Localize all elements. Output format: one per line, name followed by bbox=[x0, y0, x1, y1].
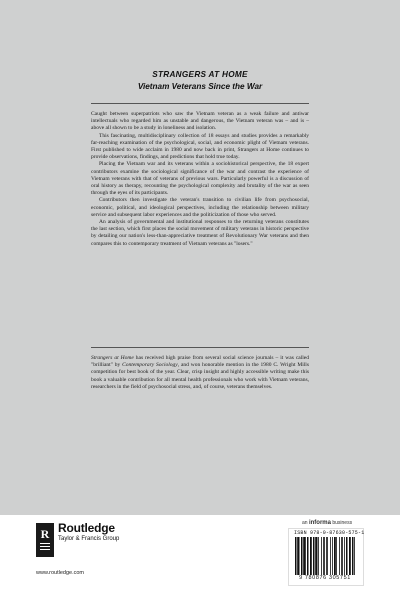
description-paragraph: Placing the Vietnam war and its veterans within a sociohistorical perspective, the 18 expert contributors examine the sociological significance of the war and contrast the experience of Vietnam veterans with that of veterans of previous wars. Particularly powerful is a discussion of oral history as therapy, recounting the psychological complexity and brutality of the war as seen through the eyes of its participants. bbox=[91, 161, 309, 197]
publisher-brand bbox=[58, 521, 119, 542]
barcode-bar bbox=[346, 537, 348, 575]
description-paragraph: Caught between superpatriots who saw the Vietnam veteran as a weak failure and antiwar intellectuals who regarded him as unstable and dangerous, the Vietnam veteran was – and is – above all shown to be a study in loneliness and isolation. bbox=[91, 111, 309, 132]
barcode-bar bbox=[326, 537, 327, 575]
barcode-bar bbox=[335, 537, 336, 575]
barcode-bar bbox=[318, 537, 319, 575]
isbn-label: ISBN 978-0-87630-575-1 bbox=[294, 530, 365, 536]
bottom-divider bbox=[91, 347, 309, 348]
barcode-bar bbox=[339, 537, 340, 575]
barcode-bar bbox=[323, 537, 324, 575]
publisher-website: www.routledge.com bbox=[36, 570, 84, 576]
barcode-bar bbox=[315, 537, 316, 575]
barcode-bar bbox=[301, 537, 303, 575]
barcode-bar bbox=[295, 537, 297, 575]
description bbox=[91, 111, 309, 248]
description-paragraph: Contributors then investigate the veteran's transition to civilian life from psychosocial, economic, political, and ideological perspectives, including the relationship between military service and subsequent labor experiences and the politicization of those who served. bbox=[91, 197, 309, 218]
barcode-bar bbox=[350, 537, 351, 575]
review-text-1: has received high praise from several social science journals – it was called "brilliant" by bbox=[91, 355, 309, 369]
review bbox=[91, 355, 309, 391]
publisher-name: Routledge bbox=[58, 521, 115, 535]
barcode-bar bbox=[352, 537, 354, 575]
barcode-bar bbox=[336, 537, 337, 575]
book-title: STRANGERS AT HOME bbox=[152, 70, 248, 79]
barcode-icon bbox=[294, 537, 356, 575]
description-paragraph: An analysis of governmental and institutional responses to the returning veterans constitutes the last section, which first places the social movement of military veterans in historic perspective by detailing our nation's less-than-appreciative treatment of Revolutionary War veterans and then compares this to contemporary treatment of Vietnam veterans as "losers." bbox=[91, 219, 309, 247]
barcode-bar bbox=[321, 537, 322, 575]
title-block bbox=[0, 70, 400, 91]
routledge-logo-graphic bbox=[38, 525, 52, 555]
review-journal: Contemporary Sociology bbox=[122, 362, 178, 369]
informa-prefix: an bbox=[302, 520, 309, 526]
barcode-bar bbox=[327, 537, 328, 575]
informa-tagline bbox=[302, 520, 352, 526]
top-divider bbox=[91, 103, 309, 104]
barcode-bar bbox=[305, 537, 306, 575]
publisher-group: Taylor & Francis Group bbox=[58, 536, 120, 542]
review-book-title: Strangers at Home bbox=[91, 355, 134, 361]
barcode-bar bbox=[298, 537, 300, 575]
barcode-bar bbox=[332, 537, 333, 575]
informa-name: informa bbox=[308, 520, 331, 526]
review-text-2: , and won honorable mention in the 1980 C. Wright Mills competition for best book of the year. Clear, crisp insight and highly accessible writing make this book a valuable contribution for all mental health professionals who work with Vietnam veterans, researchers in the field of psychosocial stress, and, of course, veterans themselves. bbox=[91, 362, 309, 390]
barcode-bar bbox=[324, 537, 325, 575]
barcode-number: 9 780876 305751 bbox=[299, 575, 351, 581]
routledge-logo-icon bbox=[36, 523, 54, 557]
barcode-bar bbox=[303, 537, 304, 575]
barcode-bar bbox=[354, 537, 355, 575]
barcode-bar bbox=[313, 537, 315, 575]
barcode-bar bbox=[297, 537, 298, 575]
informa-suffix: business bbox=[330, 520, 353, 526]
barcode-bar bbox=[330, 537, 331, 575]
description-paragraph: This fascinating, multidisciplinary collection of 18 essays and studies provides a remarkably far-reaching examination of the psychological, social, and economic plight of Vietnam veterans. First published to wide acclaim in 1980 and now back in print, Strangers at Home continues to provide observations, findings, and predictions that hold true today. bbox=[91, 132, 309, 161]
barcode-bar bbox=[307, 537, 309, 575]
barcode-bar bbox=[341, 537, 342, 575]
book-subtitle: Vietnam Veterans Since the War bbox=[137, 82, 263, 91]
svg-text:R: R bbox=[40, 527, 50, 541]
barcode-bar bbox=[342, 537, 343, 575]
barcode-bar bbox=[316, 537, 318, 575]
review-paragraph bbox=[91, 355, 309, 391]
barcode-bar bbox=[311, 537, 312, 575]
barcode-bar bbox=[344, 537, 345, 575]
